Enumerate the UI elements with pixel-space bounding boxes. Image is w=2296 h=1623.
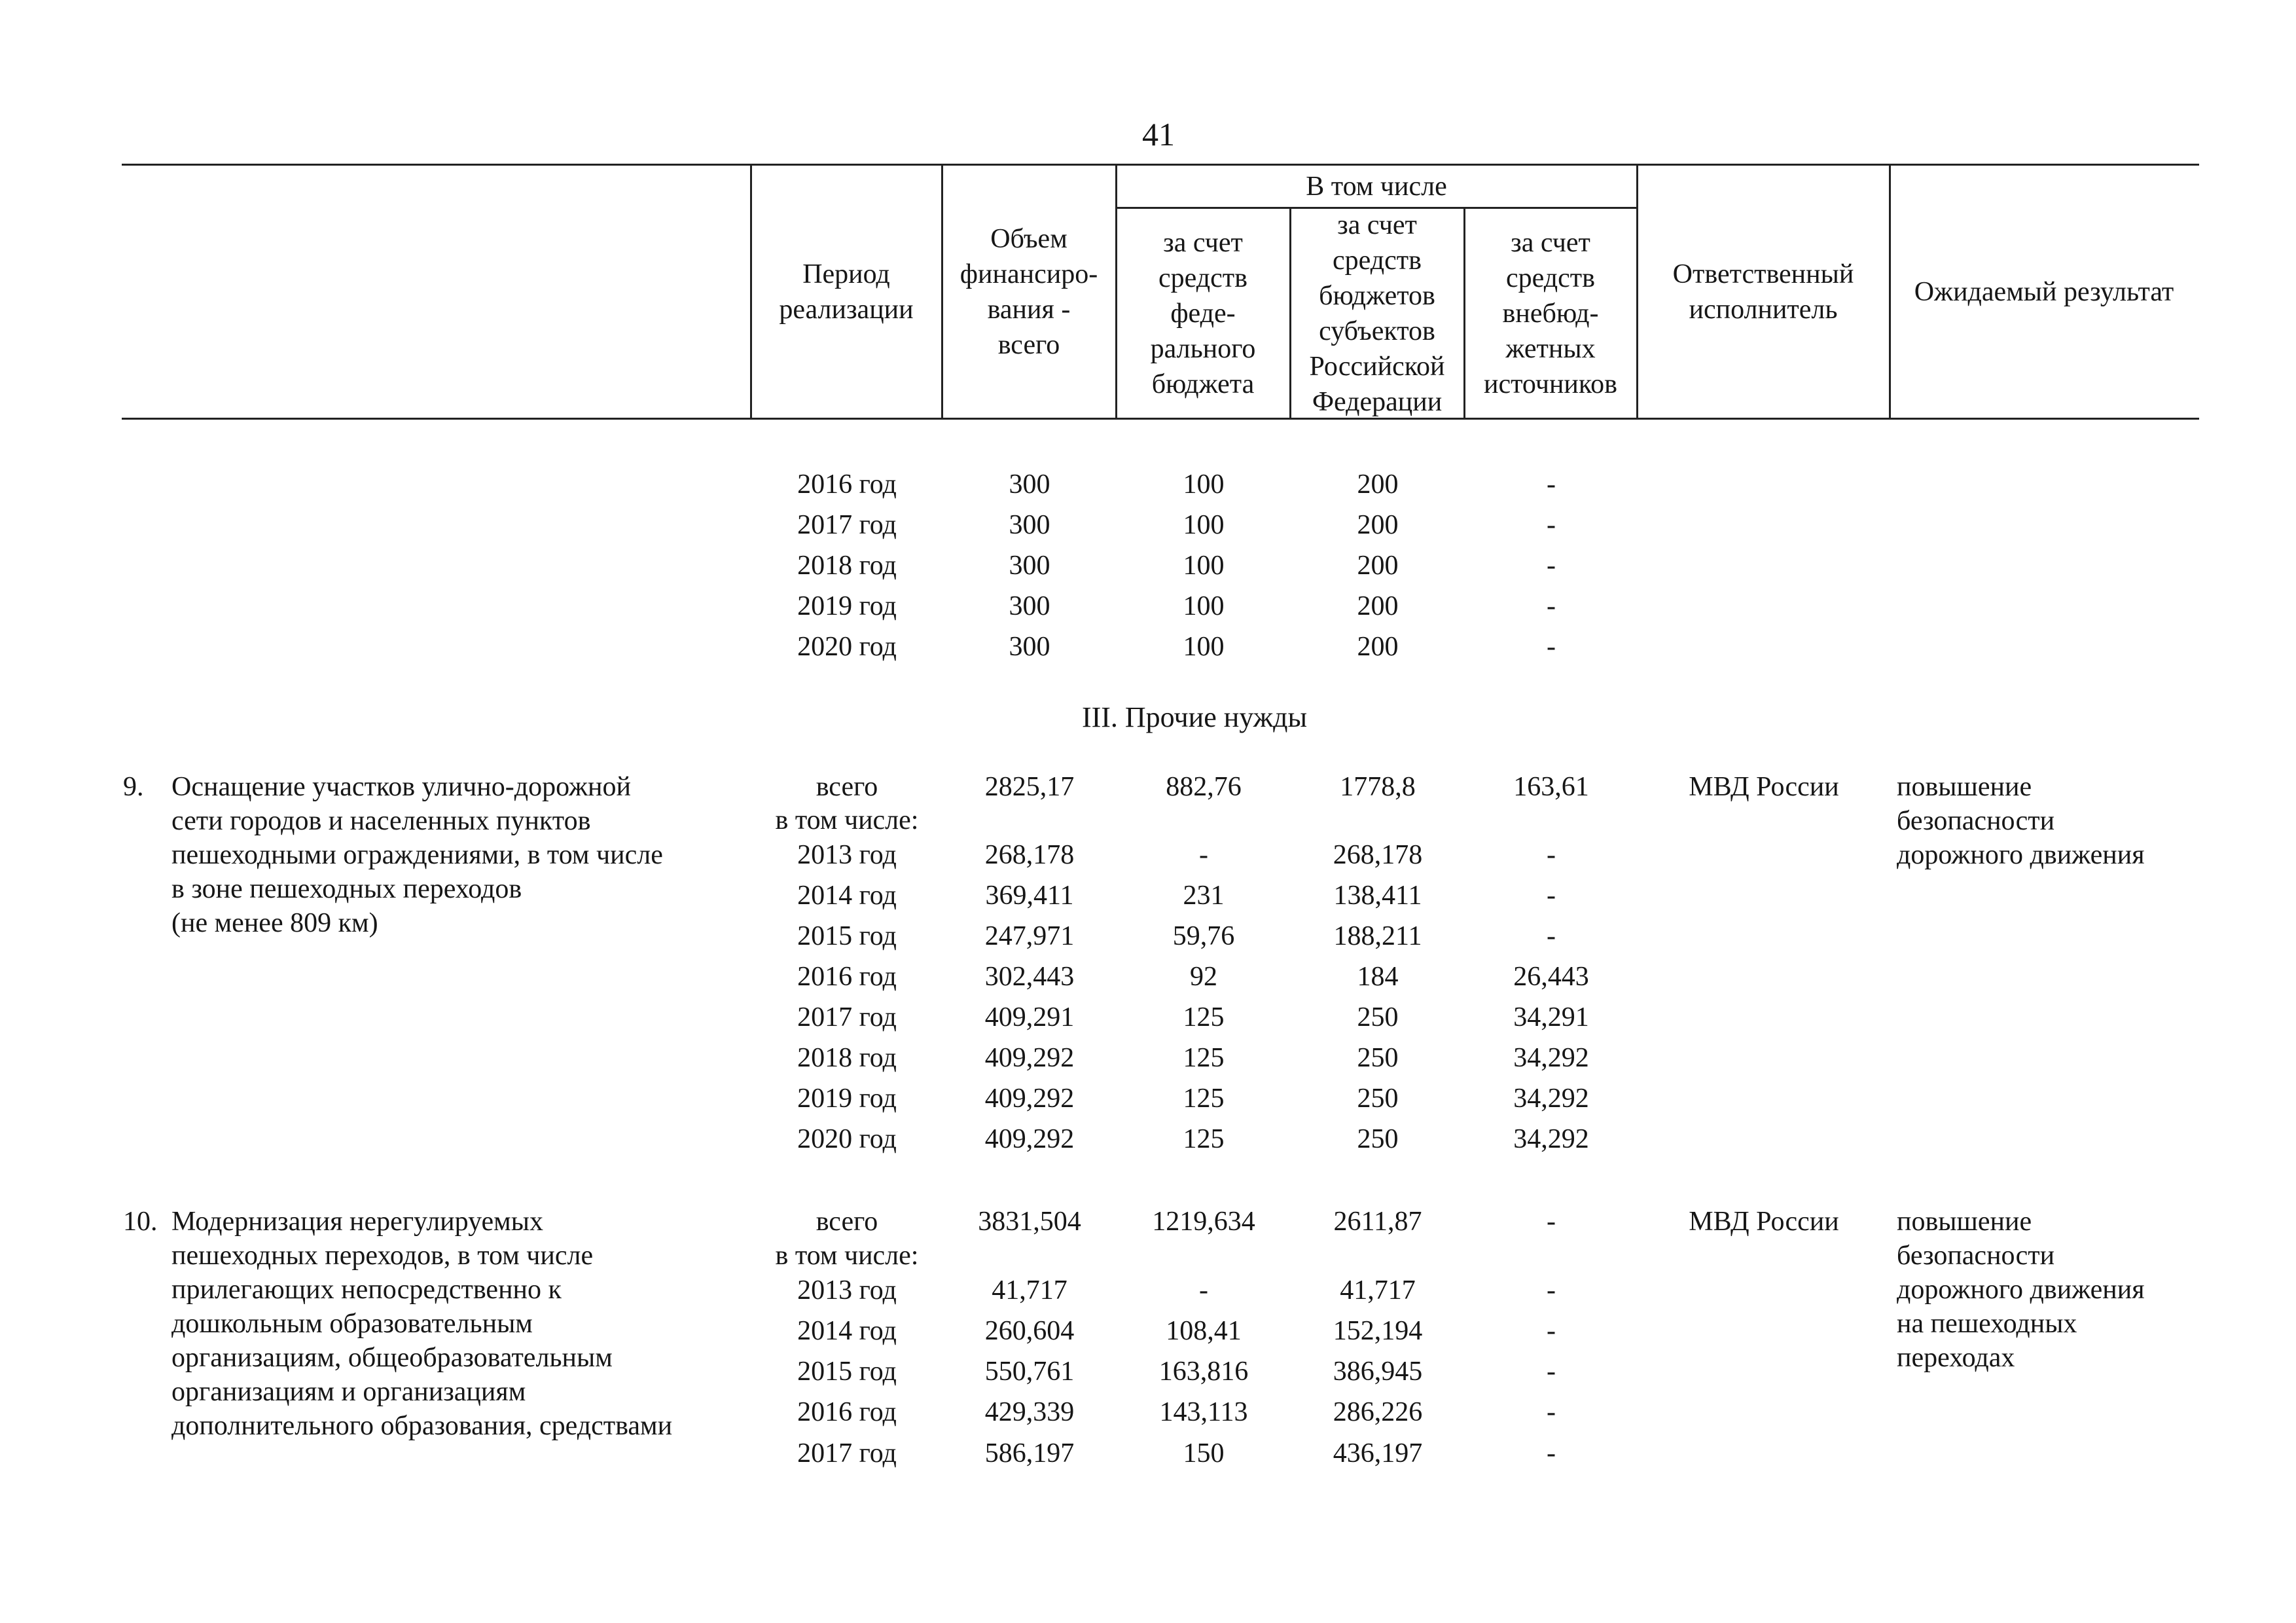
cell-extra: 34,292 [1513,1043,1589,1073]
cell-regional: 200 [1357,632,1399,662]
cell-total: 268,178 [984,840,1075,870]
including-label: в том числе: [775,805,919,835]
cell-period: 2017 год [797,1438,897,1468]
cell-total: 300 [1009,551,1050,581]
cell-total: 429,339 [984,1397,1075,1427]
item-number: 9. [123,772,144,802]
cell-total: 247,971 [984,921,1075,951]
cell-federal: - [1199,1275,1208,1305]
cell-period: 2016 год [797,962,897,992]
cell-regional: 200 [1357,591,1399,621]
cell-regional: 268,178 [1333,840,1423,870]
cell-period: 2013 год [797,1275,897,1305]
cell-total: 409,292 [984,1043,1075,1073]
cell-regional: 250 [1357,1002,1399,1032]
cell-extra: - [1547,1316,1556,1346]
cell-federal: 100 [1183,510,1225,540]
cell-extra: 34,292 [1513,1084,1589,1114]
header-period: Период реализации [779,259,914,325]
item-number: 10. [123,1207,158,1237]
cell-period: 2015 год [797,921,897,951]
cell-extra: - [1547,632,1556,662]
cell-regional: 436,197 [1333,1438,1423,1468]
item-description: Оснащение участков улично-дорожной сети городов и населенных пунктов пешеходными ограждениями, в том числе в зоне пешеходных переходов (не менее 809 км) [171,772,663,938]
cell-extra: 26,443 [1513,962,1589,992]
cell-total: 409,292 [984,1084,1075,1114]
cell-total: 586,197 [984,1438,1075,1468]
header-extrabudget: за счет средств внебюд- жетных источников [1483,227,1617,399]
cell-regional: 2611,87 [1333,1207,1422,1237]
cell-federal: 125 [1183,1124,1225,1154]
cell-federal: 125 [1183,1002,1225,1032]
cell-regional: 250 [1357,1084,1399,1114]
cell-federal: 125 [1183,1043,1225,1073]
cell-federal: 100 [1183,591,1225,621]
cell-period: 2019 год [797,1084,897,1114]
header-bottom-rule [122,418,2199,420]
cell-total: 550,761 [984,1357,1075,1387]
cell-period: 2017 год [797,1002,897,1032]
cell-extra: - [1547,1207,1556,1237]
cell-federal: 163,816 [1158,1357,1249,1387]
cell-regional: 1778,8 [1340,772,1416,802]
cell-federal: 882,76 [1166,772,1242,802]
cell-period: 2014 год [797,881,897,911]
cell-regional: 41,717 [1340,1275,1416,1305]
cell-federal: 150 [1183,1438,1225,1468]
cell-regional: 184 [1357,962,1399,992]
cell-period: 2017 год [797,510,897,540]
cell-period: 2016 год [797,1397,897,1427]
cell-total: 300 [1009,510,1050,540]
cell-extra: - [1547,551,1556,581]
cell-total: 2825,17 [984,772,1075,802]
cell-regional: 250 [1357,1043,1399,1073]
cell-extra: - [1547,1275,1556,1305]
cell-regional: 188,211 [1333,921,1422,951]
cell-total: 300 [1009,591,1050,621]
cell-total: 369,411 [985,881,1074,911]
cell-period: 2020 год [797,1124,897,1154]
cell-regional: 138,411 [1333,881,1422,911]
header-federal: за счет средств феде- рального бюджета [1150,227,1256,399]
cell-regional: 200 [1357,551,1399,581]
cell-period: 2013 год [797,840,897,870]
cell-extra: - [1547,510,1556,540]
cell-federal: 143,113 [1159,1397,1248,1427]
cell-regional: 250 [1357,1124,1399,1154]
cell-federal: 100 [1183,551,1225,581]
cell-total: 409,291 [984,1002,1075,1032]
cell-extra: 163,61 [1513,772,1589,802]
cell-total: 41,717 [992,1275,1067,1305]
item-result: повышение безопасности дорожного движения на пешеходных переходах [1897,1207,2145,1373]
cell-executor: МВД России [1689,1207,1839,1237]
cell-federal: - [1199,840,1208,870]
cell-federal: 108,41 [1166,1316,1242,1346]
cell-total: 3831,504 [978,1207,1081,1237]
cell-total: 300 [1009,469,1050,500]
cell-period: 2014 год [797,1316,897,1346]
cell-federal: 100 [1183,632,1225,662]
cell-extra: - [1547,1357,1556,1387]
cell-total: 302,443 [984,962,1075,992]
cell-extra: - [1547,881,1556,911]
cell-period: 2019 год [797,591,897,621]
cell-federal: 100 [1183,469,1225,500]
cell-extra: 34,292 [1513,1124,1589,1154]
page-number: 41 [1142,116,1175,153]
cell-federal: 125 [1183,1084,1225,1114]
cell-federal: 231 [1183,881,1225,911]
cell-extra: - [1547,1397,1556,1427]
item-result: повышение безопасности дорожного движения [1897,772,2145,870]
cell-period: всего [816,1207,878,1237]
cell-federal: 59,76 [1172,921,1235,951]
including-label: в том числе: [775,1241,919,1271]
cell-extra: - [1547,1438,1556,1468]
header-executor: Ответственный исполнитель [1672,259,1854,325]
cell-period: 2015 год [797,1357,897,1387]
cell-regional: 200 [1357,510,1399,540]
cell-federal: 1219,634 [1152,1207,1255,1237]
cell-regional: 286,226 [1333,1397,1423,1427]
cell-regional: 386,945 [1333,1357,1423,1387]
cell-total: 300 [1009,632,1050,662]
cell-total: 260,604 [984,1316,1075,1346]
cell-period: 2018 год [797,1043,897,1073]
cell-period: 2020 год [797,632,897,662]
header-total: Объем финансиро- вания - всего [960,223,1098,360]
cell-extra: - [1547,591,1556,621]
cell-regional: 152,194 [1333,1316,1423,1346]
cell-executor: МВД России [1689,772,1839,802]
section-title: III. Прочие нужды [1081,701,1308,733]
cell-extra: - [1547,921,1556,951]
cell-extra: - [1547,469,1556,500]
item-description: Модернизация нерегулируемых пешеходных переходов, в том числе прилегающих непосредственно к дошкольным образовательным организациям, общеобразовательным организациям и организациям дополнительного образования, средствами [171,1207,673,1441]
cell-period: 2018 год [797,551,897,581]
header-including: В том числе [1306,171,1447,202]
header-result: Ожидаемый результат [1914,276,2174,307]
header-regional: за счет средств бюджетов субъектов Российской Федерации [1309,210,1445,417]
cell-period: 2016 год [797,469,897,500]
cell-total: 409,292 [984,1124,1075,1154]
cell-extra: - [1547,840,1556,870]
cell-federal: 92 [1190,962,1217,992]
cell-period: всего [816,772,878,802]
cell-extra: 34,291 [1513,1002,1589,1032]
cell-regional: 200 [1357,469,1399,500]
